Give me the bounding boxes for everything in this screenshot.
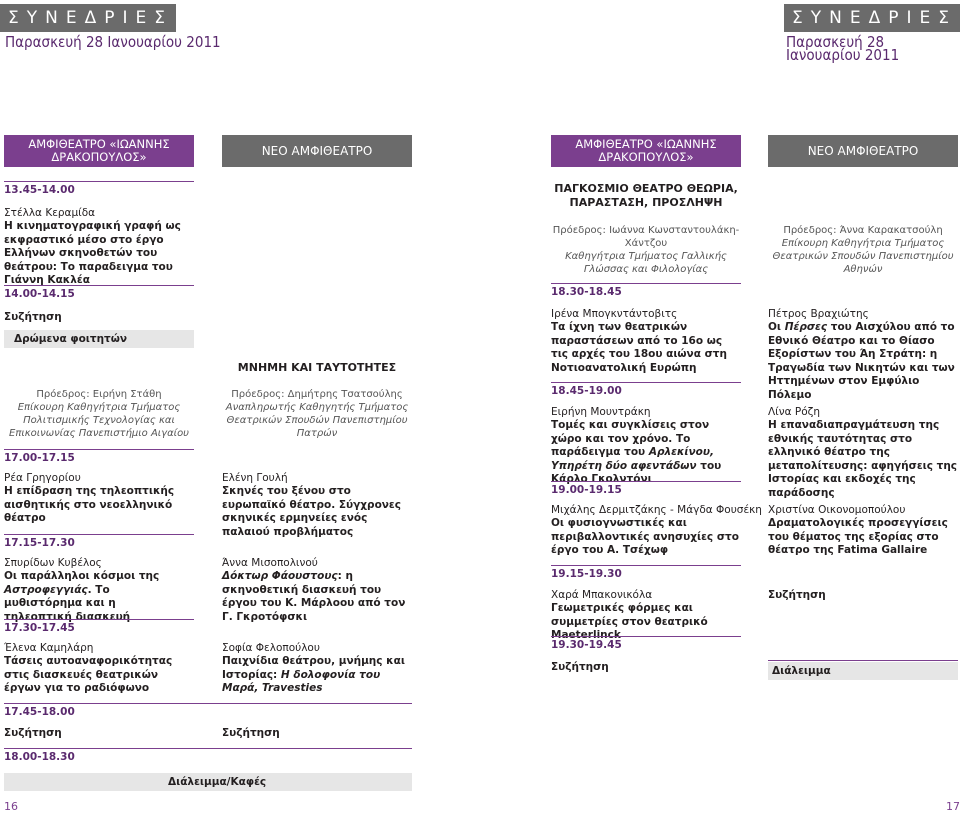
chair-name: Πρόεδρος: Ειρήνη Στάθη xyxy=(36,389,162,400)
chair-role: Καθηγήτρια Τμήματος Γαλλικής Γλώσσας και Φιλολογίας xyxy=(565,251,727,275)
time-slot: 18.45-19.00 xyxy=(551,382,741,398)
talk-title: Δραματολογικές προσεγγίσεις του θέματος της εξορίας στο θέατρο της Fatima Gallaire xyxy=(768,517,948,556)
speaker: Ελένη Γουλή xyxy=(222,472,288,484)
chair-block xyxy=(768,224,958,276)
time-slot: 19.15-19.30 xyxy=(551,565,741,581)
time-slot: 17.45-18.00 xyxy=(4,703,412,719)
coffee-break: Διάλειμμα/Καφές xyxy=(4,773,412,791)
speaker: Μιχάλης Δερμιτζάκης - Μάγδα Φουσέκη xyxy=(551,504,762,516)
time-slot: 17.15-17.30 xyxy=(4,534,194,550)
speaker: Σοφία Φελοπούλου xyxy=(222,642,320,654)
banner-right: ΣΥΝΕΔΡΙΕΣ xyxy=(784,4,960,32)
time-slot: 18.00-18.30 xyxy=(4,748,412,764)
title-italic: Πέρσες xyxy=(784,321,828,333)
title-italic: Αρλεκίνου, Υπηρέτη δύο αφεντάδων xyxy=(551,446,714,472)
time-slot: 19.30-19.45 xyxy=(551,636,741,652)
discussion: Συζήτηση xyxy=(551,661,609,673)
hall-new-left: ΝΕΟ ΑΜΦΙΘΕΑΤΡΟ xyxy=(222,135,412,167)
section-title: ΜΝΗΜΗ ΚΑΙ ΤΑΥΤΟΤΗΤΕΣ xyxy=(237,361,397,374)
title-part: : η σκηνοθετική διασκευή του έργου του Κ. Μάρλοου από τον Γ. Γκροτόφσκι xyxy=(222,570,406,623)
discussion: Συζήτηση xyxy=(4,727,62,739)
chair-name: Πρόεδρος: Δημήτρης Τσατσούλης xyxy=(231,389,403,400)
time-slot: 13.45-14.00 xyxy=(4,181,194,197)
talk-title: Τα ίχνη των θεατρικών παραστάσεων από το 16ο ως τις αρχές του 18ου αιώνα στη Νοτιοανατολική Ευρώπη xyxy=(551,321,727,374)
speaker: Ιρένα Μπογκντάντοβιτς xyxy=(551,308,678,320)
discussion: Συζήτηση xyxy=(4,311,62,323)
students-performances: Δρώμενα φοιτητών xyxy=(4,330,194,348)
talk-title: Η κινηματογραφική γραφή ως εκφραστικό μέσο στο έργο Ελλήνων σκηνοθετών του θεάτρου: Το παραδειγμα του Γιάννη Κακλέα xyxy=(4,220,181,286)
talk-title: Γεωμετρικές φόρμες και συμμετρίες στον θεατρικό Maeterlinck xyxy=(551,602,708,641)
date-right: Παρασκευή 28 Ιανουαρίου 2011 xyxy=(786,33,900,64)
talk-title: Η επίδραση της τηλεοπτικής αισθητικής στο νεοελληνικό θέατρο xyxy=(4,485,175,524)
time-slot: 17.00-17.15 xyxy=(4,449,194,465)
talk-title xyxy=(222,570,408,624)
speaker: Χριστίνα Οικονομοπούλου xyxy=(768,504,906,516)
hall-drakopoulos-right: ΑΜΦΙΘΕΑΤΡΟ «ΙΩΑΝΝΗΣ ΔΡΑΚΟΠΟΥΛΟΣ» xyxy=(551,135,741,167)
discussion: Συζήτηση xyxy=(222,727,280,739)
time-slot: 17.30-17.45 xyxy=(4,619,194,635)
talk-title xyxy=(551,419,741,487)
speaker: Άννα Μισοπολινού xyxy=(222,557,318,569)
page-number: 17 xyxy=(946,800,960,813)
banner-left: ΣΥΝΕΔΡΙΕΣ xyxy=(0,4,176,32)
time-slot: 19.00-19.15 xyxy=(551,481,741,497)
chair-name: Πρόεδρος: Ιωάννα Κωνσταντουλάκη-Χάντζου xyxy=(552,225,740,249)
title-part: . Το μυθιστόρημα και η τηλεοπτική διασκευή xyxy=(4,583,131,623)
title-part: του Αισχύλου από το Εθνικό Θέατρο και το Θίασο Εξορίστων του Άη Στράτη: η Τραγωδία των Νικητών και των Ηττημένων στον Εμφύλιο Πόλεμο xyxy=(768,321,955,401)
break-divider xyxy=(768,660,958,661)
speaker: Στέλλα Κεραμίδα xyxy=(4,207,96,219)
chair-role: Επίκουρη Καθηγήτρια Τμήματος Πολιτισμικής Τεχνολογίας και Επικοινωνίας Πανεπιστήμιο Αιγαίου xyxy=(9,402,189,439)
talk-title: Οι φυσιογνωστικές και περιβαλλοντικές ανησυχίες στο έργο του Α. Τσέχωφ xyxy=(551,517,739,556)
speaker: Σπυρίδων Κυβέλος xyxy=(4,557,102,569)
speaker: Πέτρος Βραχιώτης xyxy=(768,308,869,320)
speaker: Ειρήνη Μουντράκη xyxy=(551,406,651,418)
talk-title: Η επαναδιαπραγμάτευση της εθνικής ταυτότητας στο ελληνικό θέατρο της μεταπολίτευσης: αφηγήσεις της Ιστορίας και εκδοχές της παράδοσης xyxy=(768,419,958,499)
title-part: Παιχνίδια θεάτρου, μνήμης και Ιστορίας: xyxy=(222,655,405,681)
title-part: Οι παράλληλοι κόσμοι της xyxy=(4,570,160,582)
talk-title xyxy=(4,570,184,624)
chair-block xyxy=(4,388,194,440)
page-number: 16 xyxy=(4,800,18,813)
talk-title: Σκηνές του ξένου στο ευρωπαϊκό θέατρο. Σύγχρονες σκηνικές ερμηνείες ενός παλαιού προβλήματος xyxy=(222,485,402,538)
speaker: Έλενα Καμηλάρη xyxy=(4,642,94,654)
speaker: Ρέα Γρηγορίου xyxy=(4,472,81,484)
chair-role: Επίκουρη Καθηγήτρια Τμήματος Θεατρικών Σπουδών Πανεπιστημίου Αθηνών xyxy=(772,238,954,275)
title-italic: Η δολοφονία του Μαρά, Travesties xyxy=(222,668,381,694)
talk-title xyxy=(222,655,408,696)
speaker: Λίνα Ρόζη xyxy=(768,406,820,418)
time-slot: 14.00-14.15 xyxy=(4,285,194,301)
time-slot: 18.30-18.45 xyxy=(551,283,741,299)
title-italic: Δόκτωρ Φάουστους xyxy=(222,570,338,582)
title-part: Τομές και συγκλίσεις στον χώρο και τον χρόνο. Το παράδειγμα του xyxy=(551,419,710,458)
title-part: Οι xyxy=(768,321,785,333)
chair-name: Πρόεδρος: Άννα Καρακατσούλη xyxy=(783,225,943,236)
chair-block xyxy=(222,388,412,440)
discussion: Συζήτηση xyxy=(768,589,826,601)
title-part: του Κάρλο Γκολντόνι xyxy=(551,459,722,485)
break: Διάλειμμα xyxy=(768,662,958,680)
date-left: Παρασκευή 28 Ιανουαρίου 2011 xyxy=(5,33,221,51)
hall-drakopoulos-left: ΑΜΦΙΘΕΑΤΡΟ «ΙΩΑΝΝΗΣ ΔΡΑΚΟΠΟΥΛΟΣ» xyxy=(4,135,194,167)
chair-block xyxy=(551,224,741,276)
talk-title: Τάσεις αυτοαναφορικότητας στις διασκευές θεατρικών έργων για το ραδιόφωνο xyxy=(4,655,173,694)
section-title: ΠΑΓΚΟΣΜΙΟ ΘΕΑΤΡΟ ΘΕΩΡΙΑ, ΠΑΡΑΣΤΑΣΗ, ΠΡΟΣΛΗΨΗ xyxy=(554,182,738,209)
title-italic: Αστροφεγγιάς xyxy=(4,583,88,596)
hall-new-right: ΝΕΟ ΑΜΦΙΘΕΑΤΡΟ xyxy=(768,135,958,167)
talk-title xyxy=(768,321,958,402)
speaker: Χαρά Μπακονικόλα xyxy=(551,589,653,601)
chair-role: Αναπληρωτής Καθηγητής Τμήματος Θεατρικών Σπουδών Πανεπιστημίου Πατρών xyxy=(225,402,409,439)
